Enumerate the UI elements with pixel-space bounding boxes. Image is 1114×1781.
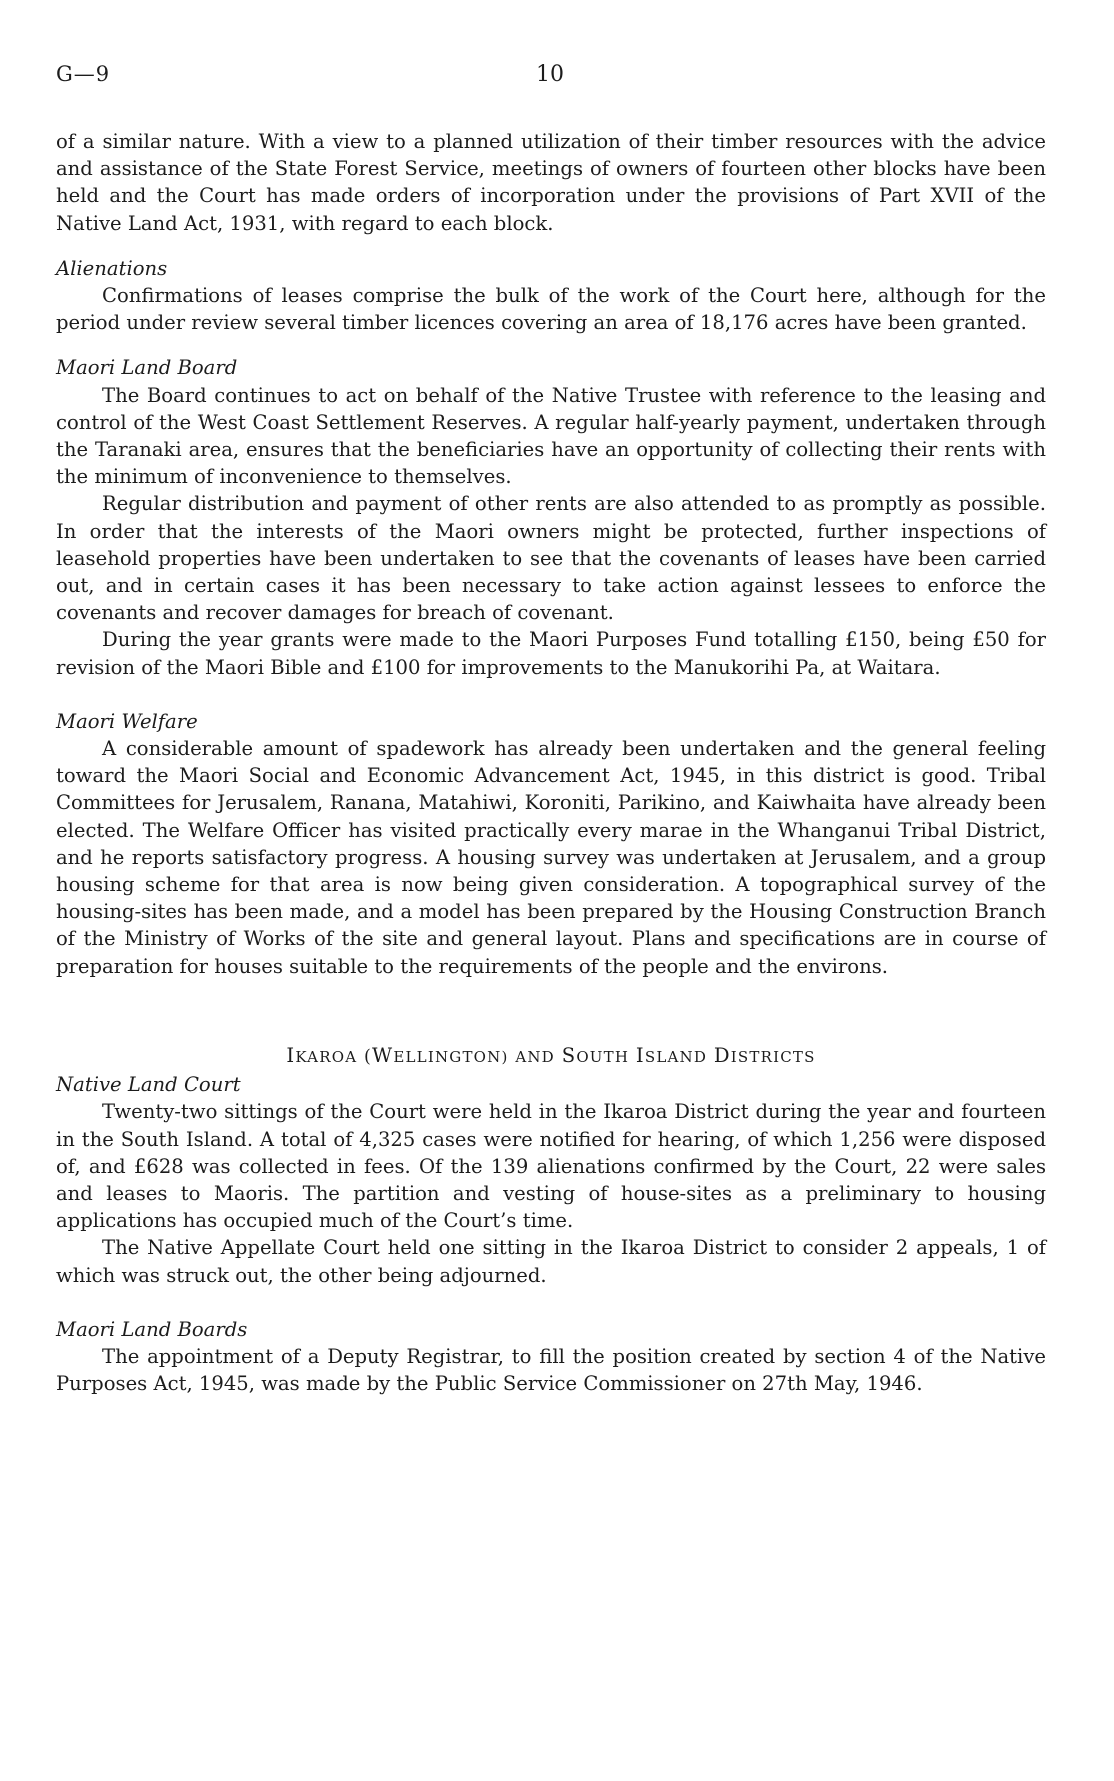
page-number: 10 <box>536 62 564 87</box>
district-title-word: DISTRICTS <box>713 1043 816 1067</box>
maori-welfare-paragraph: A considerable amount of spadework has already been undertaken and the general feeling toward the Maori Social and Economic Advancement Act, 1945, in this district is good. Tribal Committees for Jerusalem, Ranana, Matahiwi, Koroniti, Parikino, and Kaiwhaita have already been elected. The Welfare Officer has visited practically every marae in the Whanganui Tribal District, and he reports satisfactory progress. A housing survey was undertaken at Jerusalem, and a group housing scheme for that area is now being given consideration. A topographical survey of the housing-sites has been made, and a model has been prepared by the Housing Construction Branch of the Ministry of Works of the site and general layout. Plans and specifications are in course of preparation for houses suitable to the requirements of the people and the environs. <box>56 737 1046 978</box>
heading-maori-land-board: Maori Land Board <box>56 356 238 380</box>
maori-land-board-paragraph-2: Regular distribution and payment of other rents are also attended to as promptly as possible. In order that the interests of the Maori owners might be protected, further inspections of leasehold properties have been undertaken to see that the covenants of leases have been carried out, and in certain cases it has been necessary to take action against lessees to enforce the covenants and recover damages for breach of covenant. <box>56 492 1046 625</box>
page-header <box>56 62 1046 96</box>
section-spacer <box>56 681 1046 708</box>
intro-paragraph: of a similar nature. With a view to a planned utilization of their timber resources with the advice and assistance of the State Forest Service, meetings of owners of fourteen other blocks have been held and the Court has made orders of incorporation under the provisions of Part XVII of the Native Land Act, 1931, with regard to each block. <box>56 130 1046 235</box>
district-title-word: ISLAND <box>635 1043 708 1067</box>
page-body <box>56 128 1046 1397</box>
heading-alienations: Alienations <box>56 256 168 280</box>
section-spacer <box>56 980 1046 1042</box>
alienations-paragraph: Confirmations of leases comprise the bulk of the work of the Court here, although for the period under review several timber licences covering an area of 18,176 acres have been granted. <box>56 284 1046 335</box>
maori-land-board-paragraph-1: The Board continues to act on behalf of the Native Trustee with reference to the leasing and control of the West Coast Settlement Reserves. A regular half-yearly payment, undertaken through the Taranaki area, ensures that the beneficiaries have an opportunity of collecting their rents with the minimum of inconvenience to themselves. <box>56 383 1046 489</box>
document-reference: G—9 <box>56 62 111 86</box>
district-title <box>56 1042 1046 1071</box>
heading-maori-welfare: Maori Welfare <box>56 709 198 733</box>
section-spacer <box>56 237 1046 255</box>
district-title-word: IKAROA <box>286 1043 358 1067</box>
native-land-court-paragraph-2: The Native Appellate Court held one sitting in the Ikaroa District to consider 2 appeals, 1 of which was struck out, the other being adjourned. <box>56 1236 1046 1287</box>
district-title-word: (WELLINGTON) <box>364 1043 509 1067</box>
section-spacer <box>56 1289 1046 1316</box>
district-title-word: SOUTH <box>561 1043 630 1067</box>
heading-maori-land-boards: Maori Land Boards <box>56 1317 248 1341</box>
section-spacer <box>56 336 1046 354</box>
district-title-word: AND <box>515 1047 555 1066</box>
heading-native-land-court: Native Land Court <box>56 1073 241 1097</box>
native-land-court-paragraph-1: Twenty-two sittings of the Court were held in the Ikaroa District during the year and fourteen in the South Island. A total of 4,325 cases were notified for hearing, of which 1,256 were disposed of, and £628 was collected in fees. Of the 139 alienations confirmed by the Court, 22 were sales and leases to Maoris. The partition and vesting of house-sites as a preliminary to housing applications has occupied much of the Court’s time. <box>56 1100 1046 1233</box>
maori-land-boards-paragraph: The appointment of a Deputy Registrar, to fill the position created by section 4 of the Native Purposes Act, 1945, was made by the Public Service Commissioner on 27th May, 1946. <box>56 1344 1046 1396</box>
maori-land-board-paragraph-3: During the year grants were made to the Maori Purposes Fund totalling £150, being £50 for revision of the Maori Bible and £100 for improvements to the Manukorihi Pa, at Waitara. <box>56 628 1046 679</box>
